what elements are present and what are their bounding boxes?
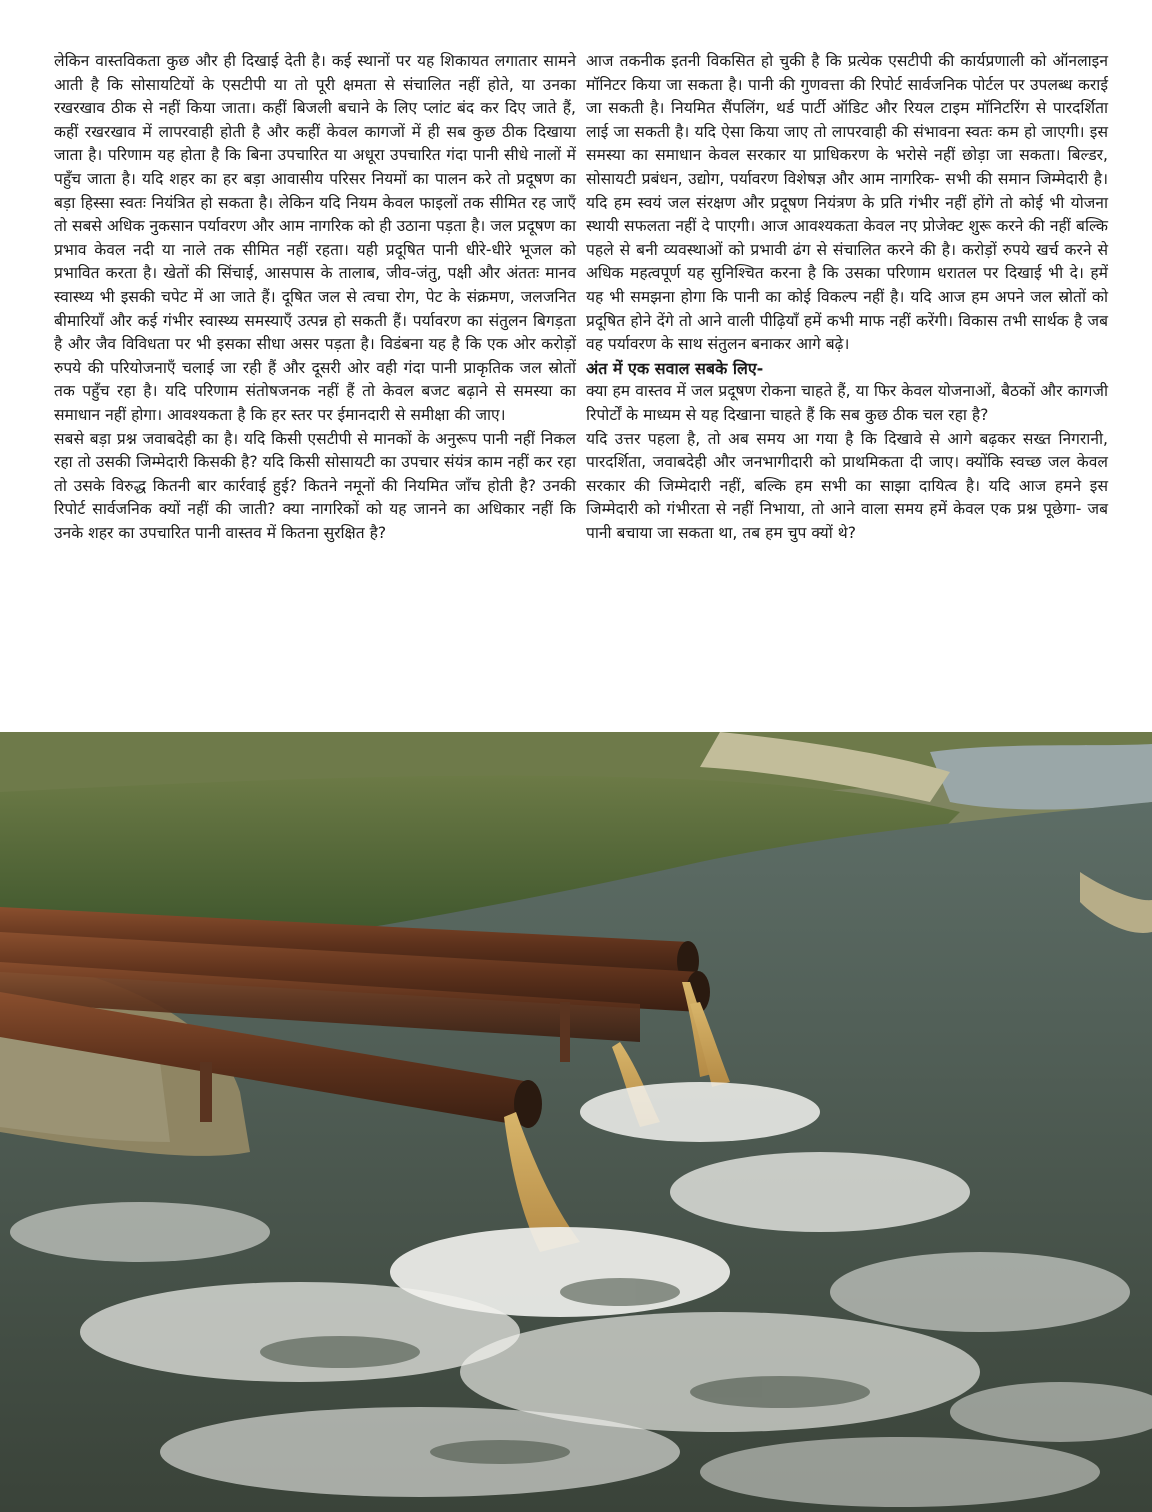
body-paragraph: आज तकनीक इतनी विकसित हो चुकी है कि प्रत्येक एसटीपी की कार्यप्रणाली को ऑनलाइन मॉनिटर किया जा सकता है। पानी की गुणवत्ता की रिपोर्ट सार्वजनिक पोर्टल पर उपलब्ध कराई जा सकती है। नियमित सैंपलिंग, थर्ड पार्टी ऑडिट और रियल टाइम मॉनिटरिंग से पारदर्शिता लाई जा सकती है। यदि ऐसा किया जाए तो लापरवाही की संभावना स्वतः कम हो जाएगी। इस समस्या का समाधान केवल सरकार या प्राधिकरण के भरोसे नहीं छोड़ा जा सकता। बिल्डर, सोसायटी प्रबंधन, उद्योग, पर्यावरण विशेषज्ञ और आम नागरिक- सभी की समान जिम्मेदारी है। यदि हम स्वयं जल संरक्षण और प्रदूषण नियंत्रण के प्रति गंभीर नहीं होंगे तो कोई भी योजना स्थायी सफलता नहीं दे पाएगी। आज आवश्यकता केवल नए प्रोजेक्ट शुरू करने की नहीं बल्कि पहले से बनी व्यवस्थाओं को प्रभावी ढंग से संचालित करने की है। करोड़ों रुपये खर्च करने से अधिक महत्वपूर्ण यह सुनिश्चित करना है कि उसका परिणाम धरातल पर दिखाई भी दे। हमें यह भी समझना होगा कि पानी का कोई विकल्प नहीं है। यदि आज हम अपने जल स्रोतों को प्रदूषित होने देंगे तो आने वाली पीढ़ियाँ हमें कभी माफ नहीं करेंगी। विकास तभी सार्थक है जब वह पर्यावरण के साथ संतुलन बनाकर आगे बढ़े। [586, 52, 1108, 354]
right-column [586, 50, 1108, 545]
body-paragraph: लेकिन वास्तविकता कुछ और ही दिखाई देती है। कई स्थानों पर यह शिकायत लगातार सामने आती है कि सोसायटियों के एसटीपी या तो पूरी क्षमता से संचालित नहीं होते, या उनका रखरखाव ठीक से नहीं किया जाता। कहीं बिजली बचाने के लिए प्लांट बंद कर दिए जाते हैं, कहीं रखरखाव में लापरवाही होती है और कहीं केवल कागजों में ही सब कुछ ठीक दिखाया जाता है। परिणाम यह होता है कि बिना उपचारित या अधूरा उपचारित गंदा पानी सीधे नालों में पहुँच जाता है। यदि शहर का हर बड़ा आवासीय परिसर नियमों का पालन करे तो प्रदूषण का बड़ा हिस्सा स्वतः नियंत्रित हो सकता है। लेकिन यदि नियम केवल फाइलों तक सीमित रह जाएँ तो सबसे अधिक नुकसान पर्यावरण और आम नागरिक को ही उठाना पड़ता है। जल प्रदूषण का प्रभाव केवल नदी या नाले तक सीमित नहीं रहता। यही प्रदूषित पानी धीरे-धीरे भूजल को प्रभावित करता है। खेतों की सिंचाई, आसपास के तालाब, जीव-जंतु, पक्षी और अंततः मानव स्वास्थ्य भी इसकी चपेट में आ जाते हैं। दूषित जल से त्वचा रोग, पेट के संक्रमण, जलजनित बीमारियाँ और कई गंभीर स्वास्थ्य समस्याएँ उत्पन्न हो सकती हैं। पर्यावरण का संतुलन बिगड़ता है और जैव विविधता पर भी इसका सीधा असर पड़ता है। विडंबना यह है कि एक ओर करोड़ों रुपये की परियोजनाएँ चलाई जा रही हैं और दूसरी ओर वही गंदा पानी प्राकृतिक जल स्रोतों तक पहुँच रहा है। यदि परिणाम संतोषजनक नहीं हैं तो केवल बजट बढ़ाने से समस्या का समाधान नहीं होगा। आवश्यकता है कि हर स्तर पर ईमानदारी से समीक्षा की जाए। [54, 52, 576, 424]
body-paragraph: क्या हम वास्तव में जल प्रदूषण रोकना चाहते हैं, या फिर केवल योजनाओं, बैठकों और कागजी रिपोर्टों के माध्यम से यह दिखाना चाहते हैं कि सब कुछ ठीक चल रहा है? [586, 382, 1108, 424]
sewage-outfall-photo [0, 732, 1152, 1512]
left-column [54, 50, 576, 545]
section-heading: अंत में एक सवाल सबके लिए- [586, 358, 764, 378]
photo-illustration [0, 732, 1152, 1512]
body-paragraph: यदि उत्तर पहला है, तो अब समय आ गया है कि दिखावे से आगे बढ़कर सख्त निगरानी, पारदर्शिता, जवाबदेही और जनभागीदारी को प्राथमिकता दी जाए। क्योंकि स्वच्छ जल केवल सरकार की जिम्मेदारी नहीं, बल्कि हम सभी का साझा दायित्व है। यदि आज हमने इस जिम्मेदारी को गंभीरता से नहीं निभाया, तो आने वाला समय हमें केवल एक प्रश्न पूछेगा- जब पानी बचाया जा सकता था, तब हम चुप क्यों थे? [586, 429, 1108, 542]
body-paragraph: सबसे बड़ा प्रश्न जवाबदेही का है। यदि किसी एसटीपी से मानकों के अनुरूप पानी नहीं निकल रहा तो उसकी जिम्मेदारी किसकी है? यदि किसी सोसायटी का उपचार संयंत्र काम नहीं कर रहा तो उसके विरुद्ध कितनी बार कार्रवाई हुई? कितने नमूनों की नियमित जाँच होती है? उनकी रिपोर्ट सार्वजनिक क्यों नहीं की जाती? क्या नागरिकों को यह जानने का अधिकार नहीं कि उनके शहर का उपचारित पानी वास्तव में कितना सुरक्षित है? [54, 429, 576, 542]
